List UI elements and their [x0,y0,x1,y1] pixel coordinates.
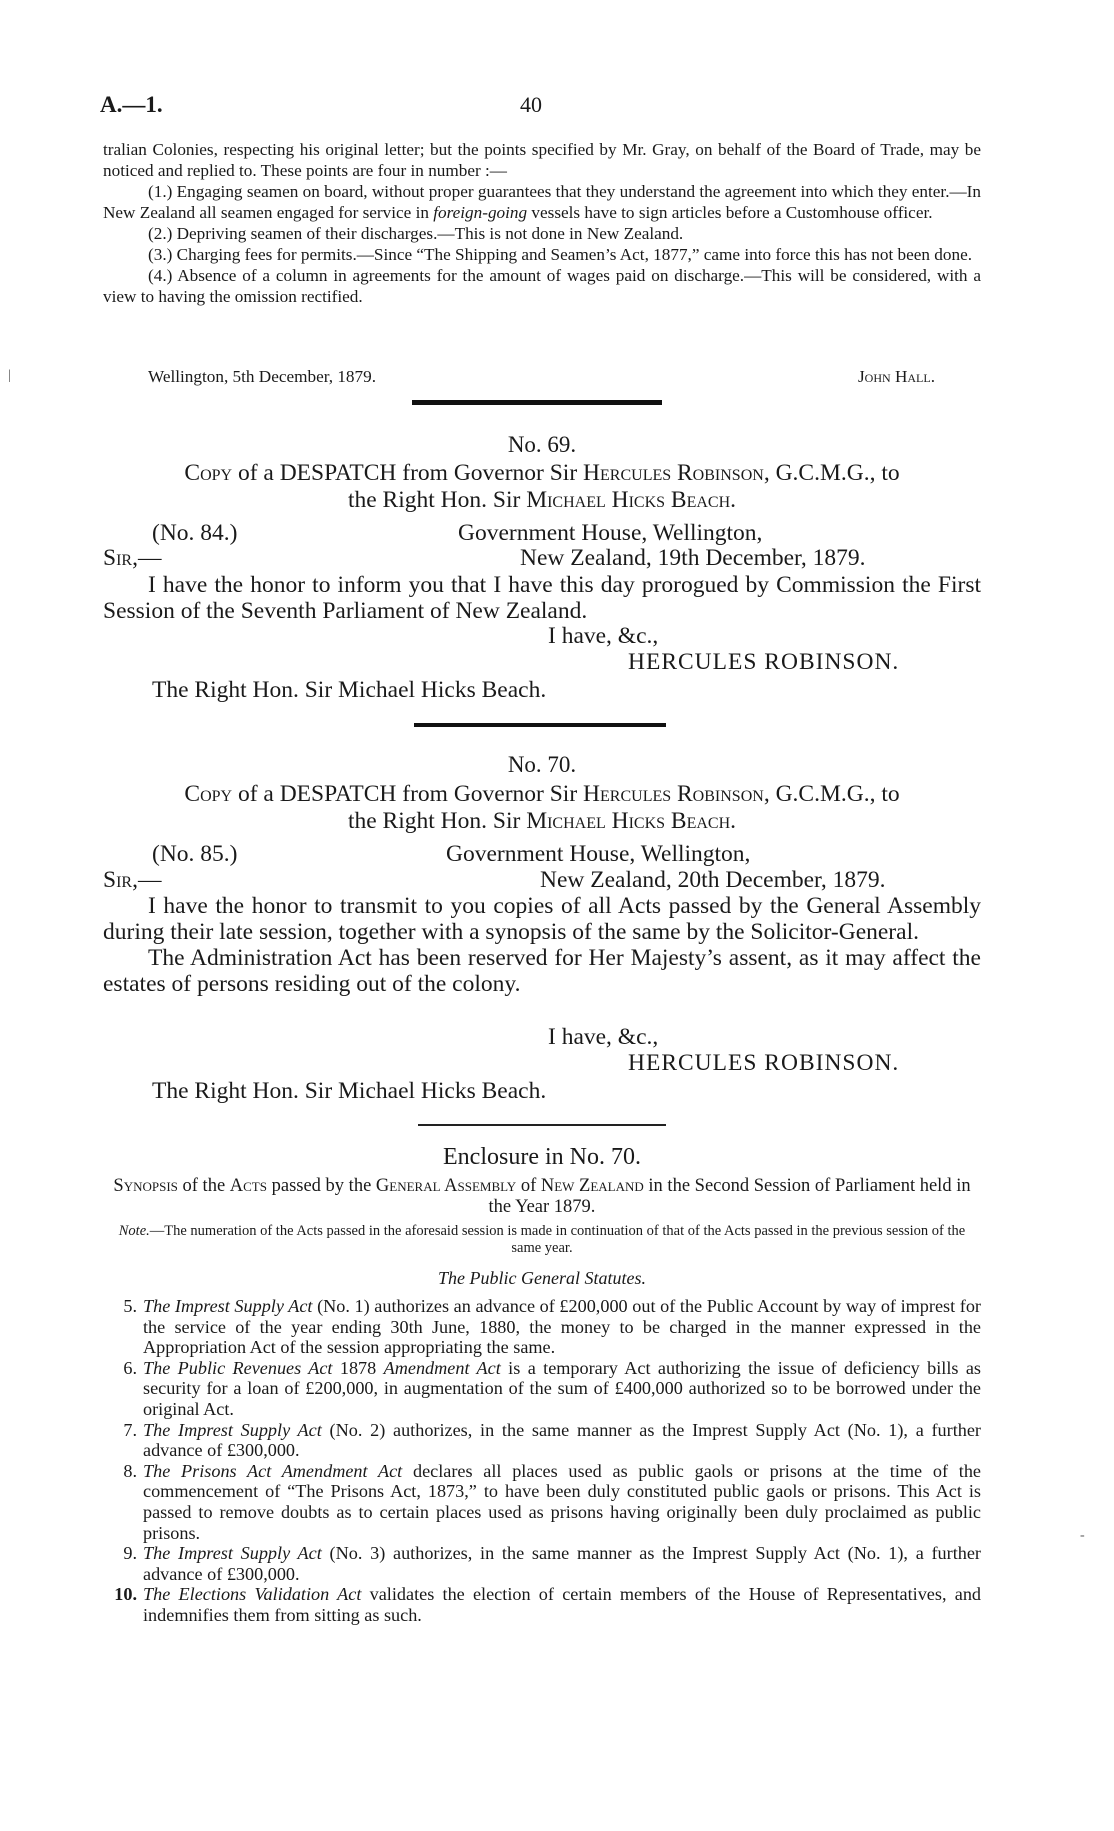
letter-point-1: (1.) Engaging seamen on board, without proper guarantees that they understand the agreement into which they enter.—In New Zealand all seamen engaged for service in foreign-going vessels have to sign articles before a Customhouse officer. [103,182,981,222]
letter-continuation [103,139,981,307]
despatch-69-ref: (No. 84.) [152,520,238,546]
despatch-69-closing: I have, &c., [548,623,659,649]
section-divider [414,723,666,727]
statute-item: 6. The Public Revenues Act 1878 Amendment Act is a temporary Act authorizing the issue of deficiency bills as security for a loan of £200,000, in augmentation of the sum of £400,000 authorized so to be borrowed under the original Act. [123,1357,982,1419]
despatch-70-ref: (No. 85.) [152,841,238,867]
statute-item: 8. The Prisons Act Amendment Act declares all places used as public gaols or prisons at the time of the commencement of “The Prisons Act, 1873,” to have been duly constituted public gaols or prisons. This Act is passed to remove doubts as to certain places used as prisons having originally been duly proclaimed as public prisons. [123,1460,981,1543]
despatch-69-signature: HERCULES ROBINSON. [628,649,900,675]
letter-place-date: Wellington, 5th December, 1879. [148,367,376,386]
despatch-69-title: Copy of a DESPATCH from Governor Sir Hercules Robinson, G.C.M.G., to the Right Hon. Sir Michael Hicks Beach. [184,460,900,513]
letter-paragraph: tralian Colonies, respecting his original letter; but the points specified by Mr. Gray, on behalf of the Board of Trade, may be noticed and replied to. These points are four in number :— [103,140,981,180]
despatch-69-addressee: The Right Hon. Sir Michael Hicks Beach. [152,677,547,703]
letter-point-3: (3.) Charging fees for permits.—Since “The Shipping and Seamen’s Act, 1877,” came into force this has not been done. [148,245,972,264]
despatch-70-title: Copy of a DESPATCH from Governor Sir Hercules Robinson, G.C.M.G., to the Right Hon. Sir Michael Hicks Beach. [184,781,900,834]
letter-signature: John Hall. [857,367,935,386]
despatch-70-paragraph-1: I have the honor to transmit to you copies of all Acts passed by the General Assembly during their late session, together with a synopsis of the same by the Solicitor-General. [103,893,981,945]
despatch-70-addressee: The Right Hon. Sir Michael Hicks Beach. [152,1078,547,1104]
parliamentary-paper-code: A.—1. [100,92,163,117]
note-label: Note. [118,1223,150,1239]
despatch-69-address-line1: Government House, Wellington, [458,520,763,546]
letter-point-2: (2.) Depriving seamen of their discharges.—This is not done in New Zealand. [148,224,684,243]
section-divider [418,1124,666,1126]
statute-item: 9. The Imprest Supply Act (No. 3) authorizes, in the same manner as the Imprest Supply Act (No. 1), a further advance of £300,000. [123,1543,981,1584]
despatch-70-body [103,893,981,997]
margin-mark: | [8,368,11,383]
margin-mark: - [1080,1528,1085,1543]
despatch-69-salutation: Sir,— [103,545,162,571]
despatch-70-number: No. 70. [507,752,577,777]
page-header [100,92,980,122]
letter-signoff [103,367,981,389]
statutes-list [103,1296,981,1626]
enclosure-note [103,1223,981,1257]
statute-item: 10. The Elections Validation Act validates the election of certain members of the House of Representatives, and indemnifies them from sitting as such. [114,1584,982,1625]
statute-item: 7. The Imprest Supply Act (No. 2) authorizes, in the same manner as the Imprest Supply Act (No. 1), a further advance of £300,000. [123,1419,981,1461]
despatch-69-number: No. 69. [507,432,577,457]
despatch-70-address-line1: Government House, Wellington, [446,841,751,867]
despatch-70-signature: HERCULES ROBINSON. [628,1050,900,1076]
statutes-section-heading: The Public General Statutes. [438,1268,646,1288]
page-number: 40 [520,92,542,117]
despatch-70-address-line2: New Zealand, 20th December, 1879. [540,867,886,893]
despatch-70-closing: I have, &c., [548,1024,659,1050]
despatch-70-paragraph-2: The Administration Act has been reserved for Her Majesty’s assent, as it may affect the estates of persons residing out of the colony. [103,945,981,997]
section-divider [412,400,662,405]
statute-item: 5. The Imprest Supply Act (No. 1) authorizes an advance of £200,000 out of the Public Account by way of imprest for the service of the year ending 30th June, 1880, the money to be charged in the manner expressed in the Appropriation Act of the session appropriating the same. [123,1296,981,1358]
enclosure-title: Enclosure in No. 70. [443,1144,641,1170]
despatch-69-body: I have the honor to inform you that I have this day prorogued by Commission the First Session of the Seventh Parliament of New Zealand. [103,572,981,624]
letter-point-4: (4.) Absence of a column in agreements for the amount of wages paid on discharge.—This will be considered, with a view to having the omission rectified. [103,266,981,306]
enclosure-synopsis-heading: Synopsis of the Acts passed by the General Assembly of New Zealand in the Second Session of Parliament held in the Year 1879. [113,1176,971,1217]
despatch-70-salutation: Sir,— [103,867,162,893]
despatch-69-address-line2: New Zealand, 19th December, 1879. [520,545,866,571]
note-text: —The numeration of the Acts passed in the aforesaid session is made in continuation of that of the Acts passed in the previous session of the same year. [149,1223,966,1256]
